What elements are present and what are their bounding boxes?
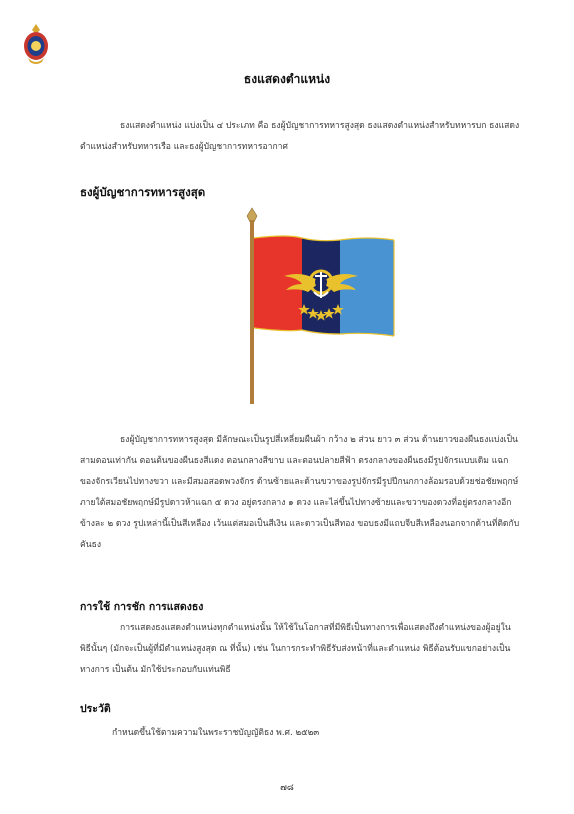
flag-pole	[250, 220, 254, 404]
section-heading-history: ประวัติ	[80, 703, 111, 715]
page-number: ๗๘	[280, 783, 294, 793]
section-heading-supreme-commander: ธงผู้บัญชาการทหารสูงสุด	[80, 185, 206, 199]
flag-description-paragraph: ธงผู้บัญชาการทหารสูงสุด มีลักษณะเป็นรูปสี่เหลี่ยมผืนผ้า กว้าง ๒ ส่วน ยาว ๓ ส่วน ด้านยาวของผืนธงแบ่งเป็นสามตอนเท่ากัน ตอนต้นของผืนธงสีแดง ตอนกลางสีขาบ และตอนปลายสีฟ้า ตรงกลางของผืนธงมีรูปจักรแบบเดิม แฉกของจักรเวียนไปทางขวา และมีสมอสอดพวงจักร ด้านซ้ายและด้านขวาของรูปจักรมีรูปปีกนกกางล้อมรอบด้วยช่อชัยพฤกษ์ ภายใต้สมอชัยพฤกษ์มีรูปดาวห้าแฉก ๕ ดวง อยู่ตรงกลาง ๑ ดวง และไล่ขึ้นไปทางซ้ายและขวาของดวงที่อยู่ตรงกลางอีกข้างละ ๒ ดวง รูปเหล่านี้เป็นสีเหลือง เว้นแต่สมอเป็นสีเงิน และดาวเป็นสีทอง ขอบธงมีแถบจีบสีเหลืองนอกจากด้านที่ติดกับคันธง	[80, 435, 520, 550]
intro-paragraph: ธงแสดงตำแหน่ง แบ่งเป็น ๔ ประเภท คือ ธงผู้บัญชาการทหารสูงสุด ธงแสดงตำแหน่งสำหรับทหารบก ธงแสดงตำแหน่งสำหรับทหารเรือ และธงผู้บัญชาการทหารอากาศ	[80, 121, 520, 152]
pole-finial-icon	[247, 208, 257, 222]
flag-red-band	[254, 236, 302, 331]
usage-paragraph: การแสดงธงแสดงตำแหน่งทุกตำแหน่งนั้น ให้ใช้ในโอกาสที่มีพิธีเป็นทางการเพื่อแสดงถึงตำแหน่งของผู้อยู่ในพิธีนั้นๆ (มักจะเป็นผู้ที่มีตำแหน่งสูงสุด ณ ที่นั้น) เช่น ในการกระทำพิธีรับส่งหน้าที่และตำแหน่ง พิธีต้อนรับแขกอย่างเป็นทางการ เป็นต้น มักใช้ประกอบกับแท่นพิธี	[80, 623, 511, 675]
section-heading-usage: การใช้ การชัก การแสดงธง	[80, 601, 204, 613]
royal-emblem-icon	[22, 22, 50, 66]
page-title: ธงแสดงตำแหน่ง	[243, 72, 331, 86]
supreme-commander-flag	[228, 206, 398, 406]
history-paragraph: กำหนดขึ้นใช้ตามความในพระราชบัญญัติธง พ.ศ. ๒๕๒๓	[112, 728, 320, 738]
